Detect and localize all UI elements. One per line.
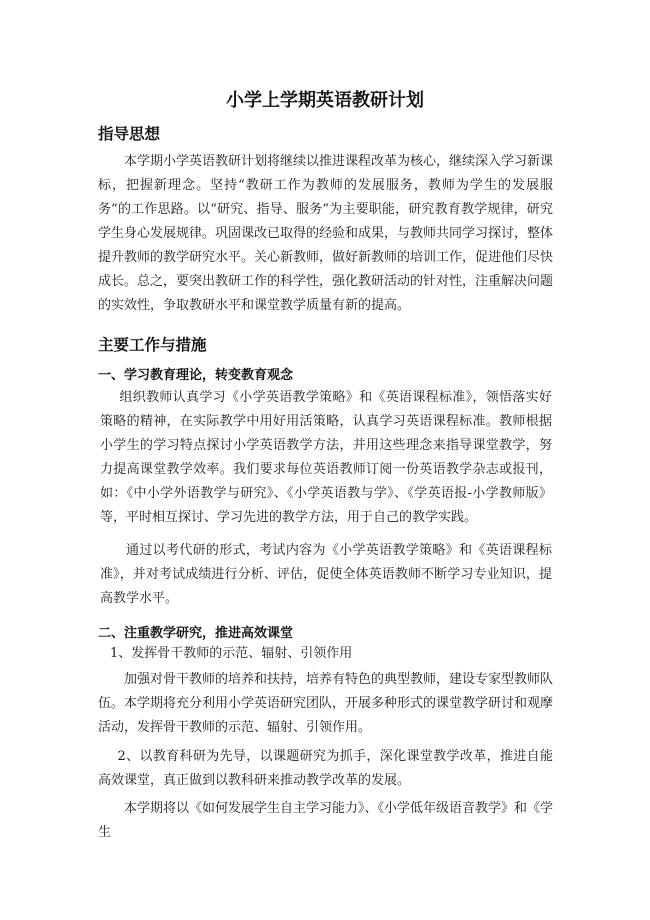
page-title: 小学上学期英语教研计划: [226, 90, 424, 111]
subsection-1-paragraph-2: 通过以考代研的形式，考试内容为《小学英语教学策略》和《英语课程标准》，并对考试成绩进行分析、评估，促使全体英语教师不断学习专业知识，提高教学水平。: [100, 543, 552, 606]
subsection-2-paragraph-2: 本学期将以《如何发展学生自主学习能力》、《小学低年级语音教学》和《学生: [98, 801, 554, 840]
guiding-ideology-paragraph: 本学期小学英语教研计划将继续以推进课程改革为核心，继续深入学习新课标，把握新理念。坚持“教研工作为教师的发展服务，教师为学生的发展服务”的工作思路。以“研究、指导、服务”为主要职能，研究教育教学规律，研究学生身心发展规律。巩固课改已取得的经验和成果，与教师共同学习探讨，整体提升教师的教学研究水平。关心新教师，做好新教师的培训工作，促进他们尽快成长。总之，要突出教研工作的科学性，强化教研活动的针对性，注重解决问题的实效性，争取教研水平和课堂教学质量有新的提高。: [98, 154, 554, 313]
subsection-2-paragraph-1: 加强对骨干教师的培养和扶持，培养有特色的典型教师，建设专家型教师队伍。本学期将充分利用小学英语研究团队，开展多种形式的课堂教学研讨和观摩活动，发挥骨干教师的示范、辐射、引领作用。: [98, 672, 554, 735]
section-heading-main-work: 主要工作与措施: [98, 336, 207, 354]
section-heading-guiding-ideology: 指导思想: [98, 125, 161, 143]
subsection-heading-1: 一、学习教育理论，转变教育观念: [98, 368, 294, 383]
list-item-2: 2、以教育科研为先导，以课题研究为抓手，深化课堂教学改革，推进自能高效课堂，真正做到以教科研来推动教学改革的发展。: [98, 749, 553, 788]
subsection-heading-2: 二、注重教学研究，推进高效课堂: [98, 626, 294, 641]
list-item-1: 1、发挥骨干教师的示范、辐射、引领作用: [110, 646, 353, 661]
subsection-1-paragraph-1: 组织教师认真学习《小学英语教学策略》和《英语课程标准》，领悟落实好策略的精神，在实际教学中用好用活策略，认真学习英语课程标准。教师根据小学生的学习特点探讨小学英语教学方法，并用这些理念来指导课堂教学，努力提高课堂教学效率。我们要求每位英语教师订阅一份英语教学杂志或报刊，如：《中小学外语教学与研究》、《小学英语教与学》、《学英语报-小学教师版》等，平时相互探讨、学习先进的教学方法，用于自己的教学实践。: [100, 390, 552, 525]
